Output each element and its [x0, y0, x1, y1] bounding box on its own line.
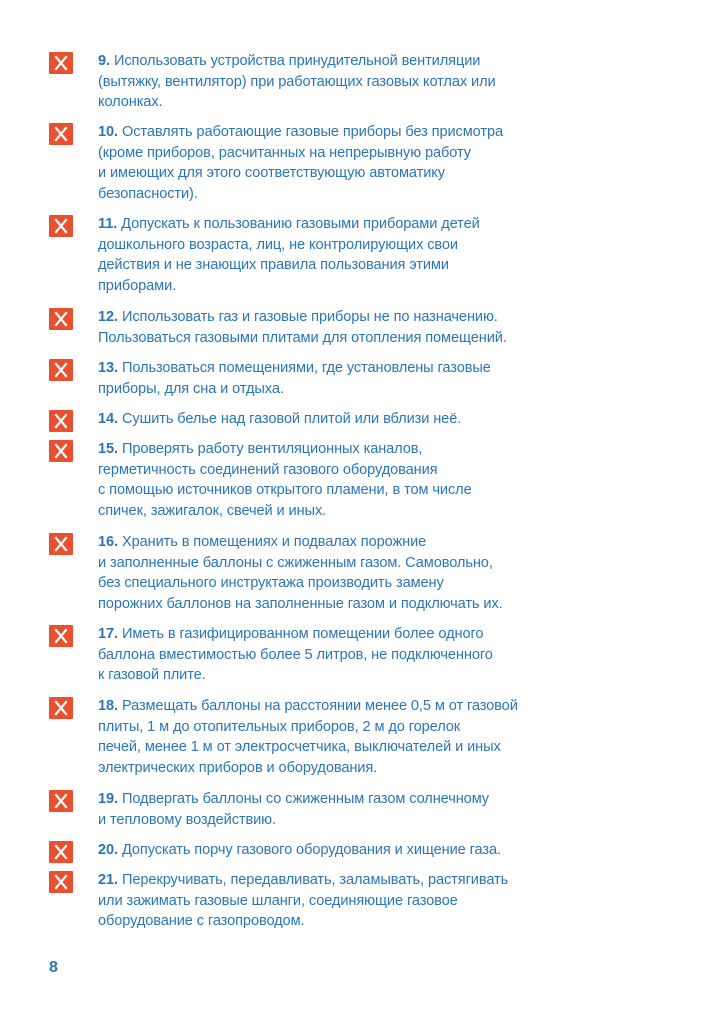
item-text [98, 870, 578, 932]
item-line: Пользоваться газовыми плитами для отопления помещений. [98, 329, 507, 346]
close-icon [49, 52, 73, 74]
item-line: электрических приборов и оборудования. [98, 759, 378, 776]
item-number: 15. [98, 441, 118, 457]
item-line: спичек, зажигалок, свечей и иных. [98, 502, 327, 519]
item-line: к газовой плите. [98, 667, 206, 684]
item-number: 18. [98, 698, 118, 714]
item-line: порожних баллонов на заполненные газом и подключать их. [98, 595, 503, 612]
item-line: дошкольного возраста, лиц, не контролирующих свои [98, 236, 458, 253]
close-icon [49, 871, 73, 893]
item-number: 11. [98, 216, 118, 232]
item-line: безопасности). [98, 185, 198, 202]
item-text [98, 307, 578, 348]
item-line: Иметь в газифицированном помещении более одного [121, 626, 484, 642]
close-icon [49, 697, 73, 719]
item-line: без специального инструктажа производить замену [98, 575, 444, 592]
item-text [98, 789, 578, 830]
item-text [98, 624, 578, 686]
item-line: Использовать газ и газовые приборы не по назначению. [121, 309, 498, 325]
item-text [98, 358, 578, 399]
item-line: Пользоваться помещениями, где установлены газовые [121, 360, 491, 376]
item-number: 19. [98, 791, 118, 807]
close-icon [49, 308, 73, 330]
close-icon [49, 123, 73, 145]
item-line: Оставлять работающие газовые приборы без присмотра [121, 124, 503, 140]
item-line: оборудование с газопроводом. [98, 913, 305, 930]
item-line: герметичность соединений газового оборудования [98, 461, 438, 478]
item-number: 10. [98, 124, 118, 140]
item-text [98, 214, 578, 296]
close-icon [49, 533, 73, 555]
item-line: (кроме приборов, расчитанных на непрерывную работу [98, 144, 471, 161]
close-icon [49, 841, 73, 863]
item-line: или зажимать газовые шланги, соединяющие газовое [98, 892, 458, 909]
close-icon [49, 790, 73, 812]
item-number: 13. [98, 360, 118, 376]
item-number: 16. [98, 534, 118, 550]
item-line: баллона вместимостью более 5 литров, не подключенного [98, 646, 493, 663]
item-number: 14. [98, 411, 118, 427]
item-number: 9. [98, 53, 110, 69]
item-number: 12. [98, 309, 118, 325]
item-line: Перекручивать, передавливать, заламывать, растягивать [121, 872, 509, 888]
item-line: приборами. [98, 277, 177, 294]
item-line: колонках. [98, 94, 163, 111]
item-text [98, 409, 578, 430]
item-line: Сушить белье над газовой плитой или вблизи неё. [121, 411, 462, 427]
item-text [98, 439, 578, 521]
item-line: Подвергать баллоны со сжиженным газом солнечному [121, 791, 489, 807]
page-number: 8 [49, 959, 58, 976]
item-line: Проверять работу вентиляционных каналов, [121, 441, 423, 457]
item-line: печей, менее 1 м от электросчетчика, выключателей и иных [98, 739, 501, 756]
item-number: 20. [98, 842, 118, 858]
item-line: Допускать к пользованию газовыми приборами детей [121, 216, 480, 232]
item-line: действия и не знающих правила пользования этими [98, 257, 449, 274]
item-line: Допускать порчу газового оборудования и хищение газа. [121, 842, 501, 858]
item-text [98, 840, 578, 861]
item-line: и имеющих для этого соответствующую автоматику [98, 165, 445, 182]
item-number: 21. [98, 872, 118, 888]
item-line: и заполненные баллоны с сжиженным газом. Самовольно, [98, 554, 493, 571]
close-icon [49, 410, 73, 432]
item-text [98, 51, 578, 113]
item-line: (вытяжку, вентилятор) при работающих газовых котлах или [98, 73, 496, 90]
item-line: Использовать устройства принудительной вентиляции [113, 53, 481, 69]
item-line: и тепловому воздействию. [98, 811, 276, 828]
item-line: плиты, 1 м до отопительных приборов, 2 м до горелок [98, 718, 461, 735]
close-icon [49, 625, 73, 647]
item-line: Хранить в помещениях и подвалах порожние [121, 534, 427, 550]
item-number: 17. [98, 626, 118, 642]
close-icon [49, 440, 73, 462]
close-icon [49, 215, 73, 237]
item-line: приборы, для сна и отдыха. [98, 380, 284, 397]
item-line: с помощью источников открытого пламени, в том числе [98, 482, 472, 499]
item-line: Размещать баллоны на расстоянии менее 0,5 м от газовой [121, 698, 518, 714]
item-text [98, 532, 578, 614]
item-text [98, 122, 578, 204]
item-text [98, 696, 578, 778]
close-icon [49, 359, 73, 381]
